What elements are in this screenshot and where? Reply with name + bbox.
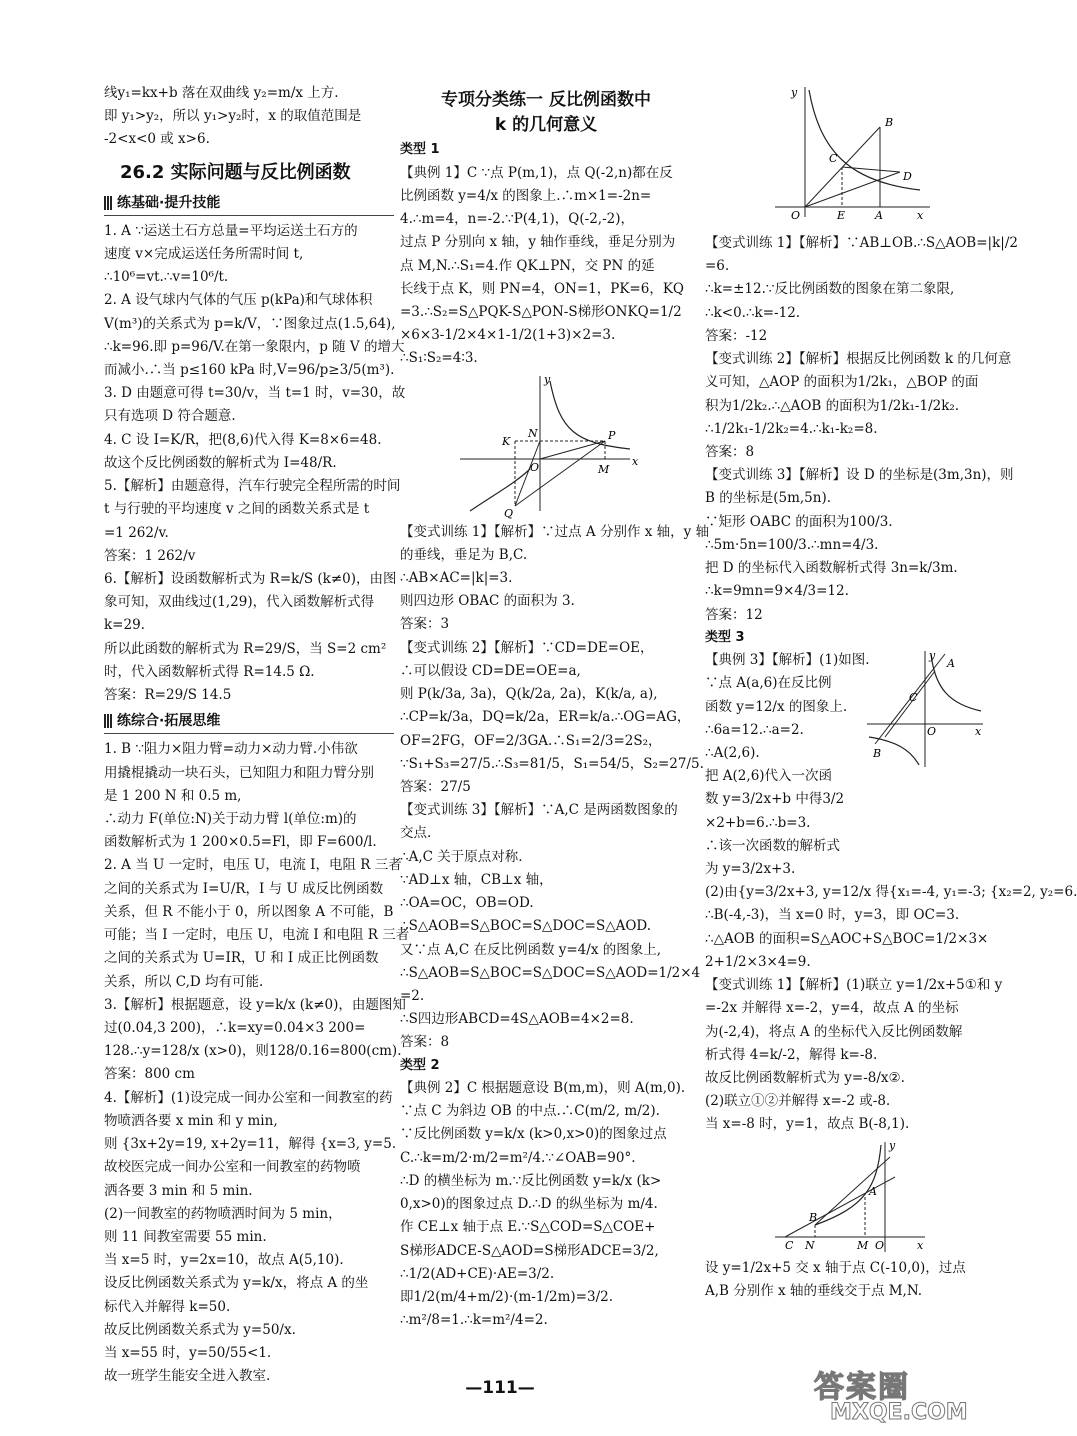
fig-label: y: [791, 86, 798, 99]
fig-label: B: [885, 116, 894, 129]
text-line: 标代入并解得 k=50.: [104, 1298, 231, 1315]
text-line: 4. C 设 I=K/R，把(8,6)代入得 K=8×6=48.: [104, 431, 382, 448]
text-line: ∴△AOB 的面积=S△AOC+S△BOC=1/2×3×: [705, 930, 989, 947]
text-line: 答案：1 262/v: [104, 547, 196, 564]
column-left: [104, 82, 410, 1388]
text-line: 数 y=3/2x+b 中得3/2: [705, 791, 845, 808]
text-line: 答案：-12: [705, 327, 768, 344]
text-line: 过(0.04,3 200)，∴k=xy=0.04×3 200=: [104, 1019, 366, 1036]
text-line: 为(-2,4)，将点 A 的坐标代入反比例函数解: [705, 1023, 963, 1040]
text-line: 所以此函数的解析式为 R=29/S，当 S=2 cm²: [104, 640, 387, 657]
text-line: 答案：3: [400, 616, 450, 633]
text-line: 故反比例函数关系式为 y=50/x.: [104, 1321, 296, 1338]
text-line: 【变式训练 1】【解析】(1)联立 y=1/2x+5①和 y: [705, 977, 1003, 994]
figure-obde-graph: [705, 82, 995, 232]
text-line: ∵点 C 为斜边 OB 的中点.∴C(m/2, m/2).: [400, 1103, 660, 1120]
text-line: ∴k<0.∴k=-12.: [705, 304, 801, 321]
text-line: (2)一间教室的药物喷洒时间为 5 min，: [104, 1205, 342, 1222]
text-line: 【变式训练 3】【解析】∵A,C 是两函数图象的: [400, 802, 678, 819]
text-line: 【典例 2】C 根据题意设 B(m,m)，则 A(m,0).: [400, 1080, 686, 1096]
text-line: =1 262/v.: [104, 524, 169, 541]
text-line: 则 {3x+2y=19, x+2y=11，解得 {x=3, y=5.: [104, 1136, 397, 1153]
text-line: 3. D 由题意可得 t=30/v，当 t=1 时，v=30，故: [104, 385, 406, 402]
text-line: 故校医完成一间办公室和一间教室的药物喷: [104, 1159, 361, 1176]
text-line: ∴A,C 关于原点对称.: [400, 848, 523, 865]
text-line: 则四边形 OBAC 的面积为 3.: [400, 593, 575, 610]
text-line: 之间的关系式为 I=U/R，I 与 U 成反比例函数: [104, 880, 384, 897]
text-line: 答案：12: [705, 606, 763, 623]
text-line: 【变式训练 1】【解析】∵AB⊥OB.∴S△AOB=|k|/2: [705, 235, 1018, 251]
text-line: 的垂线，垂足为 B,C.: [400, 546, 528, 563]
text-line: 把 A(2,6)代入一次函: [705, 768, 833, 785]
practice-banner-basic: [104, 191, 394, 216]
fig-label: M: [857, 1238, 869, 1252]
text-line: 2. A 当 U 一定时，电压 U，电流 I，电阻 R 三者: [104, 857, 402, 874]
text-line: ∴D 的横坐标为 m.∵反比例函数 y=k/x (k>: [400, 1172, 662, 1189]
fig-label: Q: [504, 506, 514, 520]
text-line: 即 y₁>y₂，所以 y₁>y₂时，x 的取值范围是: [104, 108, 362, 125]
text-line: 答案：8: [705, 443, 755, 460]
column-right: [705, 82, 1077, 1303]
text-line: 故这个反比例函数的解析式为 I=48/R.: [104, 454, 337, 471]
text-line: 【变式训练 3】【解析】设 D 的坐标是(3m,3n)，则: [705, 467, 1014, 484]
fig-label: K: [502, 434, 511, 448]
text-line: OF=2FG，OF=2/3GA.∴S₁=2/3=2S₂，: [400, 732, 662, 749]
text-line: ∴k=±12.∵反比例函数的图象在第二象限,: [705, 281, 955, 298]
text-line: 则 P(k/3a, 3a)，Q(k/2a, 2a)，K(k/a, a),: [400, 686, 658, 703]
text-line: -2<x<0 或 x>6.: [104, 131, 210, 148]
practice-banner-comprehensive: [104, 709, 394, 734]
fig-label: x: [917, 1238, 924, 1252]
fig-label: P: [608, 428, 616, 442]
fig-label: M: [598, 462, 610, 476]
barcode-icon: [104, 196, 113, 210]
text-line: ∴S四边形ABCD=4S△AOB=4×2=8.: [400, 1011, 634, 1028]
column-middle: [400, 82, 710, 1332]
text-line: 物喷洒各要 x min 和 y min,: [104, 1112, 278, 1129]
text-line: 5.【解析】由题意得，汽车行驶完全程所需的时间: [104, 478, 401, 495]
text-line: ×6×3-1/2×4×1-1/2(1+3)×2=3.: [400, 327, 616, 344]
text-line: S梯形ADCE-S△AOD=S梯形ADCE=3/2,: [400, 1242, 659, 1259]
text-line: (2)由{y=3/2x+3, y=12/x 得{x₁=-4, y₁=-3; {x₂=2, y₂=6.: [705, 884, 1077, 901]
text-line: 设 y=1/2x+5 交 x 轴于点 C(-10,0)，过点: [705, 1259, 966, 1276]
text-line: C.∴k=m/2·m/2=m²/4.∵∠OAB=90°.: [400, 1149, 636, 1166]
special-section-title: [400, 88, 692, 137]
text-line: ∴A(2,6).: [705, 744, 760, 761]
text-line: 2+1/2×3×4=9.: [705, 953, 811, 970]
text-line: 函数 y=12/x 的图象上.: [705, 698, 848, 715]
text-line: ∴S△AOB=S△BOC=S△DOC=S△AOD.: [400, 918, 652, 935]
text-line: 义可知，△AOP 的面积为1/2k₁，△BOP 的面: [705, 374, 979, 391]
text-line: 洒各要 3 min 和 5 min.: [104, 1182, 253, 1199]
text-line: ∴k=9mn=9×4/3=12.: [705, 583, 849, 600]
fig-label: x: [975, 725, 982, 739]
text-line: 象可知，双曲线过(1,29)，代入函数解析式得: [104, 594, 375, 611]
fig-label: x: [632, 454, 639, 468]
text-line: =6.: [705, 258, 730, 275]
text-line: 【变式训练 2】【解析】∵CD=DE=OE，: [400, 639, 654, 656]
fig-label: C: [909, 691, 918, 705]
text-line: 3.【解析】根据题意，设 y=k/x (k≠0)，由题图知: [104, 996, 406, 1013]
text-line: A,B 分别作 x 轴的垂线交于点 M,N.: [705, 1282, 923, 1299]
text-line: ∴1/2(AD+CE)·AE=3/2.: [400, 1265, 555, 1282]
type-label: 类型 1: [400, 142, 440, 158]
figure-pqk-graph: [400, 371, 692, 521]
text-line: ∴B(-4,-3)，当 x=0 时，y=3，即 OC=3.: [705, 907, 960, 924]
text-line: ∴OA=OC，OB=OD.: [400, 895, 534, 912]
text-line: 析式得 4=k/-2，解得 k=-8.: [705, 1046, 878, 1063]
text-line: ∴6a=12.∴a=2.: [705, 721, 804, 738]
text-line: ∴CP=k/3a，DQ=k/2a，ER=k/a.∴OG=AG，: [400, 709, 691, 726]
fig-label: O: [791, 209, 801, 222]
text-line: ∵点 A(a,6)在反比例: [705, 675, 832, 692]
fig-label: y: [929, 649, 936, 663]
text-line: 是 1 200 N 和 0.5 m,: [104, 787, 242, 804]
text-line: 用撬棍撬动一块石头，已知阻力和阻力臂分别: [104, 764, 374, 781]
text-line: ∴该一次函数的解析式: [705, 837, 840, 854]
page-number: —111—: [465, 1378, 535, 1398]
title-line: 专项分类练一 反比例函数中: [441, 90, 651, 110]
watermark-logo: 答案圈: [814, 1370, 910, 1405]
text-line: 设反比例函数关系式为 y=k/x，将点 A 的坐: [104, 1275, 369, 1292]
text-line: 则 11 间教室需要 55 min.: [104, 1228, 267, 1245]
text-line: 128.∴y=128/x (x>0)，则128/0.16=800(cm).: [104, 1043, 402, 1060]
text-line: 【变式训练 2】【解析】根据反比例函数 k 的几何意: [705, 351, 1012, 368]
text-line: 故反比例函数解析式为 y=-8/x②.: [705, 1070, 905, 1087]
text-line: 函数解析式为 1 200×0.5=Fl，即 F=600/l.: [104, 834, 377, 851]
text-line: ∵矩形 OABC 的面积为100/3.: [705, 513, 893, 530]
comprehensive-answers: [104, 738, 410, 1388]
figure-line-hyperbola: [865, 649, 985, 769]
fig-label: D: [903, 170, 912, 183]
text-line: 长线于点 K，则 PN=4，ON=1，PK=6，KQ: [400, 280, 684, 297]
text-line: 可能；当 I 一定时，电压 U，电流 I 和电阻 R 三者: [104, 927, 410, 944]
fig-label: O: [875, 1238, 885, 1252]
text-line: ∴S₁∶S₂=4∶3.: [400, 350, 478, 367]
fig-label: C: [785, 1238, 794, 1252]
banner-label: 练基础·提升技能: [117, 194, 221, 211]
text-line: ∵S₁+S₃=27/5.∴S₃=81/5，S₁=54/5，S₂=27/5.: [400, 755, 704, 772]
text-line: 作 CE⊥x 轴于点 E.∵S△COD=S△COE+: [400, 1219, 656, 1236]
text-line: 当 x=-8 时，y=1，故点 B(-8,1).: [705, 1116, 910, 1133]
text-line: =-2x 并解得 x=-2，y=4，故点 A 的坐标: [705, 1000, 959, 1017]
text-line: 当 x=5 时，y=2x=10，故点 A(5,10).: [104, 1252, 344, 1269]
text-line: 把 D 的坐标代入函数解析式得 3n=k/3m.: [705, 560, 958, 577]
text-line: 线y₁=kx+b 落在双曲线 y₂=m/x 上方.: [104, 85, 339, 101]
text-line: 过点 P 分别向 x 轴，y 轴作垂线，垂足分别为: [400, 234, 676, 251]
text-line: ∴k=96.即 p=96/V.在第一象限内，p 随 V 的增大: [104, 338, 405, 355]
text-line: 即1/2(m/4+m/2)·(m-1/2m)=3/2.: [400, 1288, 613, 1305]
text-line: 而减小.∴当 p≤160 kPa 时,V=96/p≥3/5(m³).: [104, 362, 395, 378]
text-line: ∴S△AOB=S△BOC=S△DOC=S△AOD=1/2×4: [400, 964, 701, 981]
text-line: 0,x>0)的图象过点 D.∴D 的纵坐标为 m/4.: [400, 1196, 658, 1213]
text-line: =3.∴S₂=S△PQK-S△PON-S梯形ONKQ=1/2: [400, 303, 682, 320]
fig-label: B: [809, 1210, 818, 1224]
text-line: 答案：R=29/S 14.5: [104, 687, 232, 704]
text-line: V(m³)的关系式为 p=k/V，∵图象过点(1.5,64),: [104, 315, 396, 332]
watermark-url: MXQE.COM: [830, 1400, 968, 1425]
figure-abcmn-graph: [705, 1137, 995, 1257]
example3-block: [705, 649, 1077, 974]
text-line: t 与行驶的平均速度 v 之间的函数关系式是 t: [104, 501, 370, 518]
text-line: ∵反比例函数 y=k/x (k>0,x>0)的图象过点: [400, 1126, 667, 1143]
text-line: 故一班学生能安全进入教室.: [104, 1368, 271, 1385]
fig-label: N: [805, 1238, 815, 1252]
text-line: 2. A 设气球内气体的气压 p(kPa)和气球体积: [104, 292, 373, 309]
text-line: 答案：27/5: [400, 779, 471, 796]
intro-block: [104, 82, 394, 152]
text-line: ∴可以假设 CD=DE=OE=a,: [400, 662, 581, 679]
text-line: 4.∴m=4，n=-2.∵P(4,1)，Q(-2,-2)，: [400, 211, 634, 228]
fig-label: A: [875, 209, 883, 222]
text-line: 只有选项 D 符合题意.: [104, 408, 236, 425]
text-line: 为 y=3/2x+3.: [705, 861, 796, 878]
text-line: k=29.: [104, 617, 145, 634]
title-line: k 的几何意义: [494, 114, 598, 135]
barcode-icon: [104, 714, 113, 728]
text-line: 又∵点 A,C 在反比例函数 y=4/x 的图象上,: [400, 941, 662, 958]
fig-label: A: [947, 657, 955, 671]
text-line: 1. B ∵阻力×阻力臂=动力×动力臂.小伟欲: [104, 741, 358, 758]
text-line: 时，代入函数解析式得 R=14.5 Ω.: [104, 663, 315, 680]
text-line: ×2+b=6.∴b=3.: [705, 814, 811, 831]
text-line: (2)联立①②并解得 x=-2 或-8.: [705, 1093, 891, 1110]
text-line: ∴5m·5n=100/3.∴mn=4/3.: [705, 536, 879, 553]
text-line: 交点.: [400, 825, 432, 842]
text-line: 【典例 1】C ∵点 P(m,1)，点 Q(-2,n)都在反: [400, 164, 673, 181]
text-line: ∴1/2k₁-1/2k₂=4.∴k₁-k₂=8.: [705, 420, 878, 437]
text-line: 点 M,N.∴S₁=4.作 QK⊥PN，交 PN 的延: [400, 257, 655, 274]
text-line: 4.【解析】(1)设完成一间办公室和一间教室的药: [104, 1089, 393, 1106]
text-line: 比例函数 y=4/x 的图象上.∴m×1=-2n=: [400, 187, 652, 204]
text-line: 关系，但 R 不能小于 0，所以图象 A 不可能，B: [104, 903, 394, 920]
text-line: 关系，所以 C,D 均有可能.: [104, 973, 264, 990]
text-line: ∴动力 F(单位:N)关于动力臂 l(单位:m)的: [104, 811, 357, 828]
text-line: 速度 v×完成运送任务所需时间 t,: [104, 245, 304, 262]
type-label: 类型 2: [400, 1057, 440, 1073]
text-line: 6.【解析】设函数解析式为 R=k/S (k≠0)，由图: [104, 570, 397, 587]
basic-answers: [104, 220, 406, 708]
fig-label: E: [837, 209, 846, 222]
banner-label: 练综合·拓展思维: [117, 713, 221, 730]
text-line: 答案：8: [400, 1034, 450, 1051]
fig-label: O: [927, 725, 937, 739]
fig-label: A: [869, 1184, 877, 1198]
fig-label: O: [530, 460, 540, 474]
fig-label: y: [544, 372, 551, 386]
text-line: ∴10⁶=vt.∴v=10⁶/t.: [104, 269, 229, 286]
text-line: 之间的关系式为 U=IR，U 和 I 成正比例函数: [104, 950, 379, 967]
text-line: ∵AD⊥x 轴，CB⊥x 轴，: [400, 871, 553, 888]
text-line: 当 x=55 时，y=50/55<1.: [104, 1345, 272, 1362]
section-heading: 26.2 实际问题与反比例函数: [120, 161, 351, 183]
text-line: 【变式训练 1】【解析】∵过点 A 分别作 x 轴，y 轴: [400, 523, 710, 540]
fig-label: C: [829, 152, 838, 165]
text-line: 【典例 3】【解析】(1)如图.: [705, 652, 870, 669]
text-line: ∴m²/8=1.∴k=m²/4=2.: [400, 1312, 548, 1329]
fig-label: B: [873, 747, 882, 761]
text-line: B 的坐标是(5m,5n).: [705, 490, 832, 507]
text-line: 1. A ∵运送土石方总量=平均运送土石方的: [104, 222, 358, 239]
fig-label: x: [917, 209, 924, 222]
text-line: 积为1/2k₂.∴△AOB 的面积为1/2k₁-1/2k₂.: [705, 397, 960, 414]
text-line: ∴AB×AC=|k|=3.: [400, 570, 513, 587]
text-line: =2.: [400, 987, 425, 1004]
fig-label: y: [889, 1138, 896, 1152]
fig-label: N: [528, 426, 538, 440]
text-line: 答案：800 cm: [104, 1066, 195, 1083]
type-label: 类型 3: [705, 629, 745, 645]
